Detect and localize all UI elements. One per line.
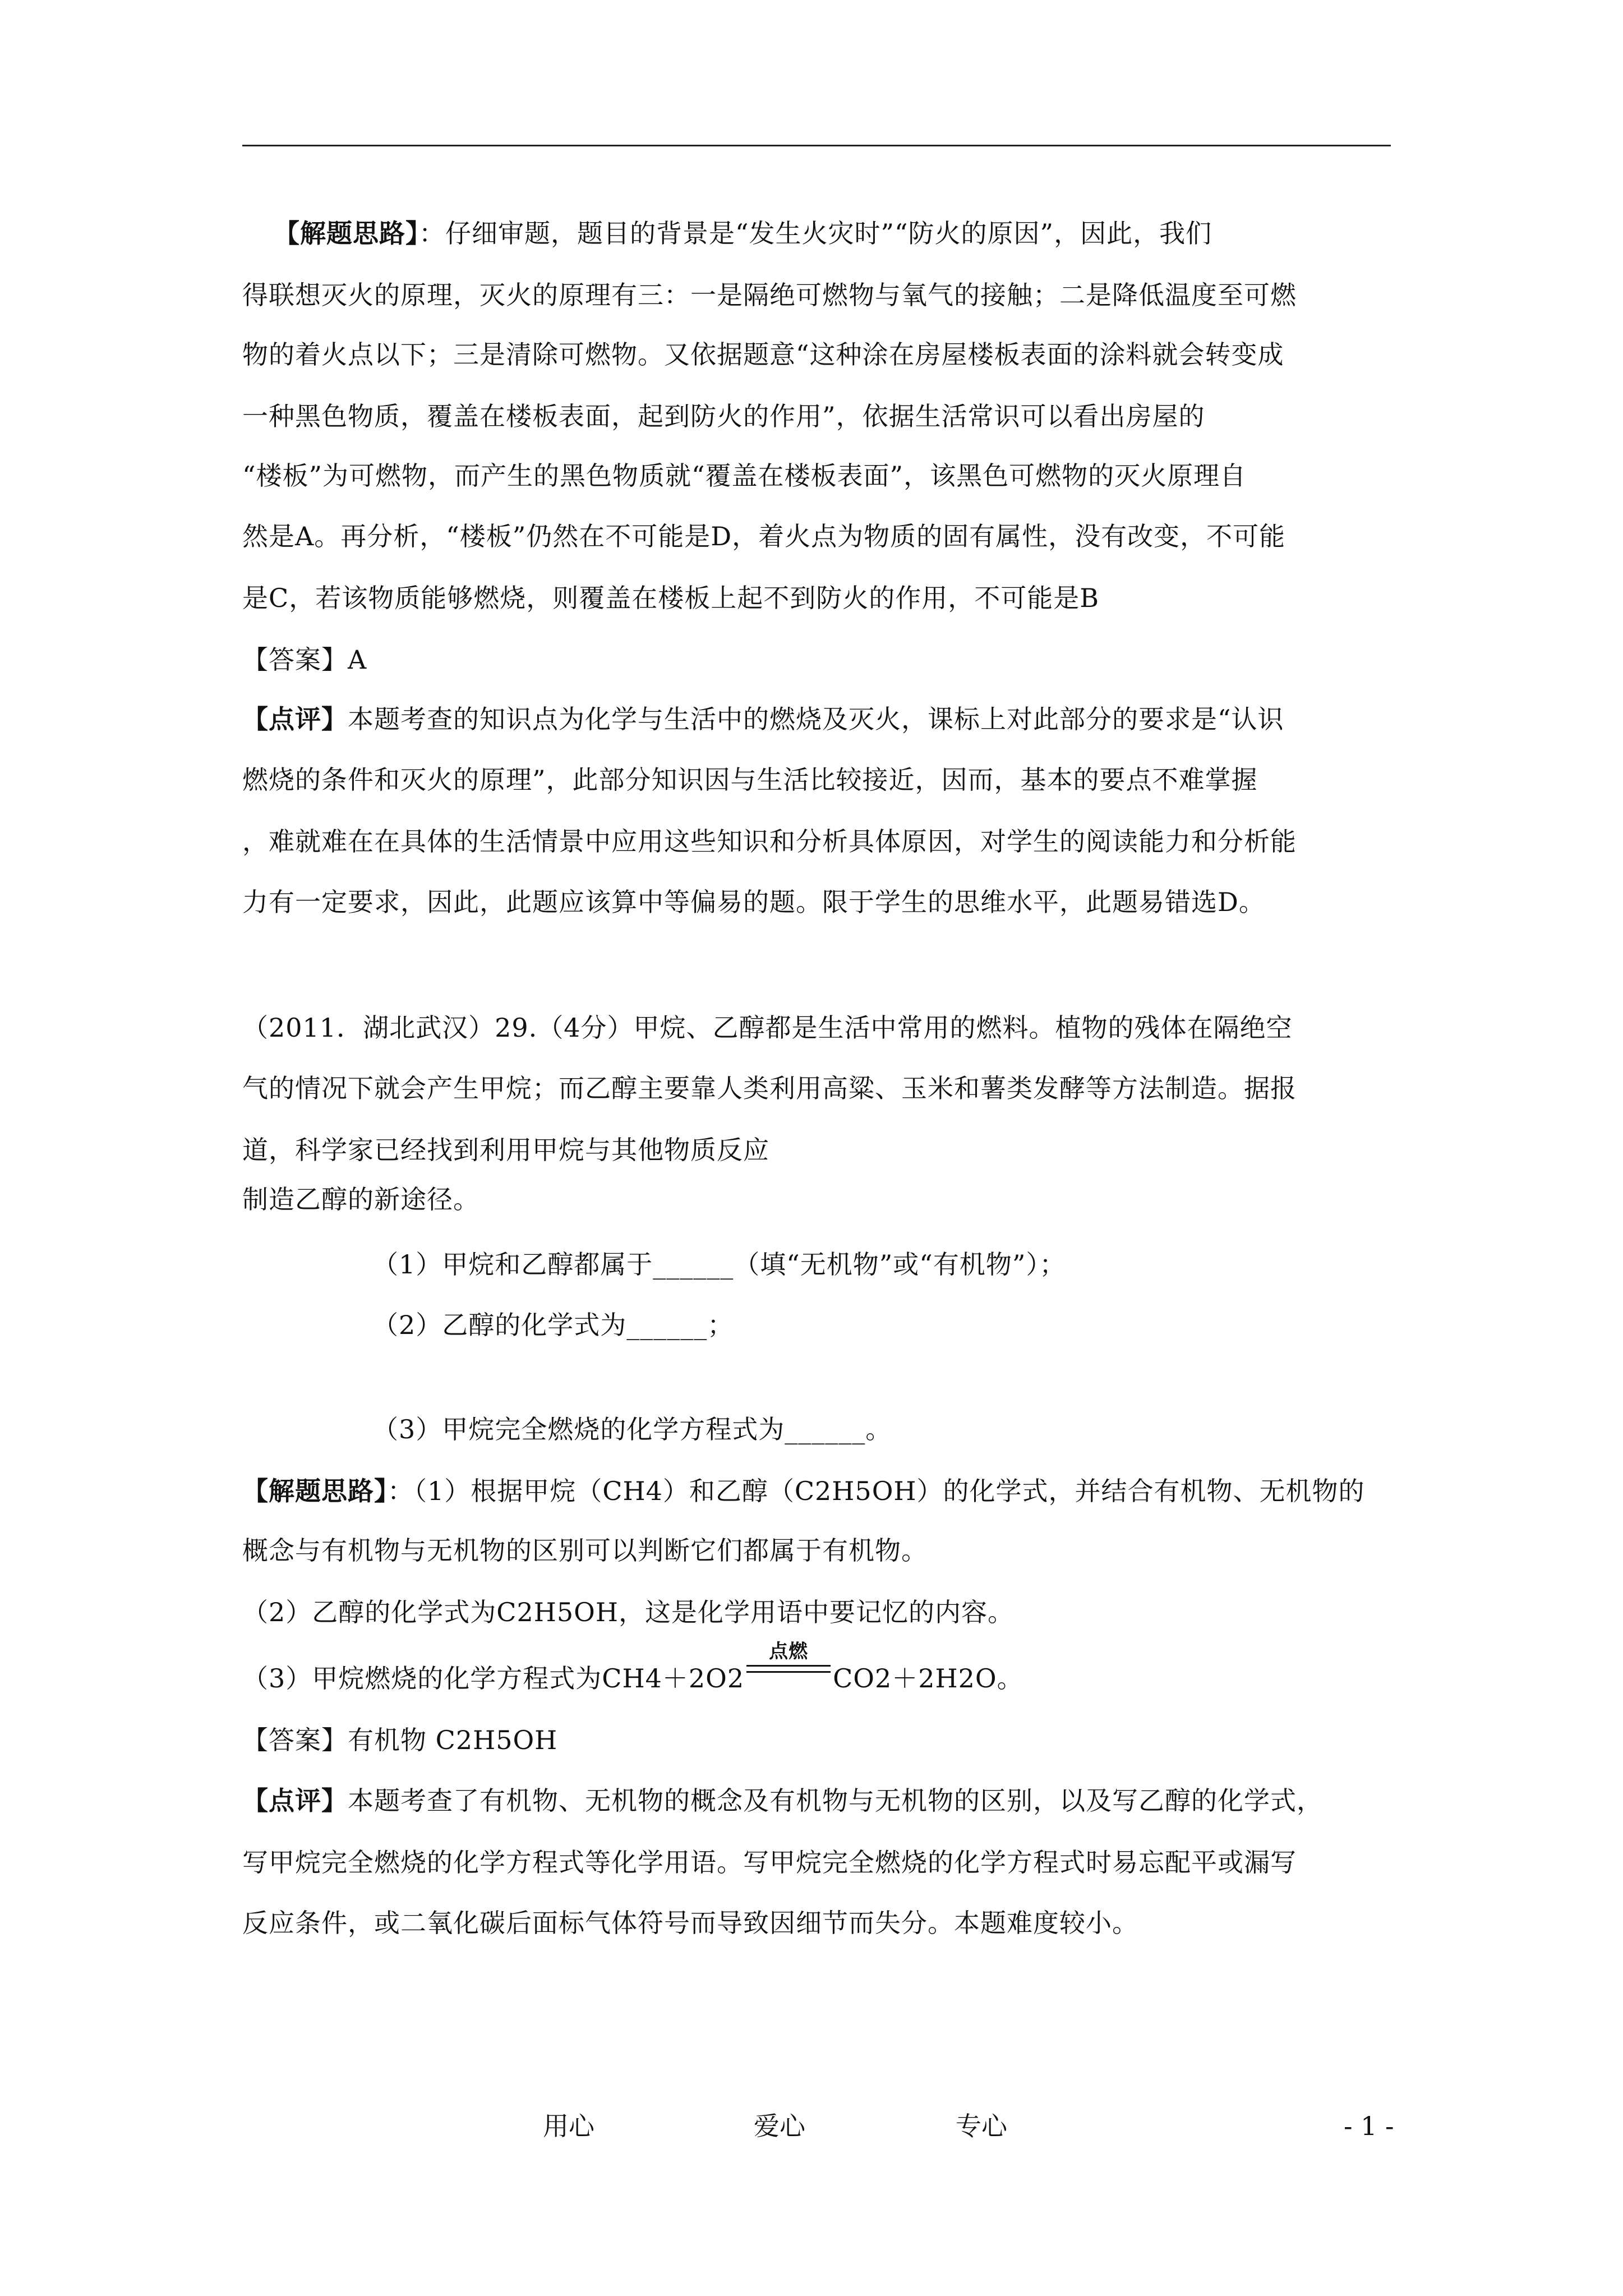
analysis-line: （2）乙醇的化学式为C2H5OH，这是化学用语中要记忆的内容。 (242, 1597, 1014, 1627)
comment-line: 写甲烷完全燃烧的化学方程式等化学用语。写甲烷完全燃烧的化学方程式时易忘配平或漏写 (242, 1847, 1297, 1878)
equals-sign (746, 1665, 831, 1673)
analysis-line: 【解题思路】：仔细审题，题目的背景是“发生火灾时”“防火的原因”，因此，我们 (274, 218, 1212, 249)
reaction-condition: 点燃 (769, 1640, 809, 1663)
analysis-line: 一种黑色物质，覆盖在楼板表面，起到防火的作用”，依据生活常识可以看出房屋的 (242, 401, 1205, 431)
question-line: 道，科学家已经找到利用甲烷与其他物质反应 (242, 1135, 769, 1165)
analysis-line: 是C，若该物质能够燃烧，则覆盖在楼板上起不到防火的作用，不可能是B (242, 583, 1099, 613)
question-line: 气的情况下就会产生甲烷；而乙醇主要靠人类利用高粱、玉米和薯类发酵等方法制造。据报 (242, 1073, 1297, 1103)
sub-question: （2）乙醇的化学式为______； (372, 1310, 734, 1340)
question-line: 制造乙醇的新途径。 (242, 1184, 479, 1214)
comment-label: 【点评】 (242, 704, 348, 734)
comment-line: 反应条件，或二氧化碳后面标气体符号而导致因细节而失分。本题难度较小。 (242, 1908, 1138, 1938)
equation-suffix: CO2＋2H2O。 (833, 1663, 1023, 1694)
sub-question: （1）甲烷和乙醇都属于______（填“无机物”或“有机物”）； (372, 1249, 1066, 1280)
comment-line: 力有一定要求，因此，此题应该算中等偏易的题。限于学生的思维水平，此题易错选D。 (242, 887, 1265, 917)
page-number: - 1 - (1344, 2111, 1394, 2141)
analysis-line: 概念与有机物与无机物的区别可以判断它们都属于有机物。 (242, 1535, 928, 1566)
comment-line: ，难就难在在具体的生活情景中应用这些知识和分析具体原因，对学生的阅读能力和分析能 (242, 826, 1297, 857)
comment-line: 【点评】本题考查的知识点为化学与生活中的燃烧及灭火，课标上对此部分的要求是“认识 (242, 704, 1284, 734)
comment-line: 【点评】本题考查了有机物、无机物的概念及有机物与无机物的区别，以及写乙醇的化学式， (242, 1786, 1323, 1816)
analysis-line: 然是A。再分析，“楼板”仍然在不可能是D，着火点为物质的固有属性，没有改变，不可能 (242, 521, 1286, 551)
sub-question: （3）甲烷完全燃烧的化学方程式为______。 (372, 1414, 892, 1444)
analysis-label: 【解题思路】 (274, 218, 419, 249)
footer-item: 爱心 (754, 2111, 805, 2141)
analysis-label: 【解题思路】 (242, 1476, 388, 1506)
comment-line: 燃烧的条件和灭火的原理”，此部分知识因与生活比较接近，因而，基本的要点不难掌握 (242, 765, 1258, 795)
answer-line: 【答案】A (242, 645, 367, 675)
footer-item: 用心 (543, 2111, 594, 2141)
equation-line (242, 1640, 1023, 1695)
analysis-line: 得联想灭火的原理，灭火的原理有三：一是隔绝可燃物与氧气的接触；二是降低温度至可燃 (242, 280, 1297, 310)
answer-line: 【答案】有机物 C2H5OH (242, 1725, 558, 1755)
header-rule (242, 145, 1391, 146)
equation-prefix: （3）甲烷燃烧的化学方程式为CH4＋2O2 (242, 1663, 745, 1694)
question-line: （2011．湖北武汉）29.（4分）甲烷、乙醇都是生活中常用的燃料。植物的残体在隔绝空 (242, 1013, 1293, 1043)
comment-label: 【点评】 (242, 1786, 348, 1816)
analysis-line: 【解题思路】：（1）根据甲烷（CH4）和乙醇（C2H5OH）的化学式，并结合有机物、无机物的 (242, 1476, 1365, 1506)
reaction-condition-arrow (746, 1640, 831, 1687)
footer-item: 专心 (956, 2111, 1007, 2141)
analysis-line: 物的着火点以下；三是清除可燃物。又依据题意“这种涂在房屋楼板表面的涂料就会转变成 (242, 339, 1284, 370)
analysis-line: “楼板”为可燃物，而产生的黑色物质就“覆盖在楼板表面”，该黑色可燃物的灭火原理自 (242, 461, 1247, 491)
